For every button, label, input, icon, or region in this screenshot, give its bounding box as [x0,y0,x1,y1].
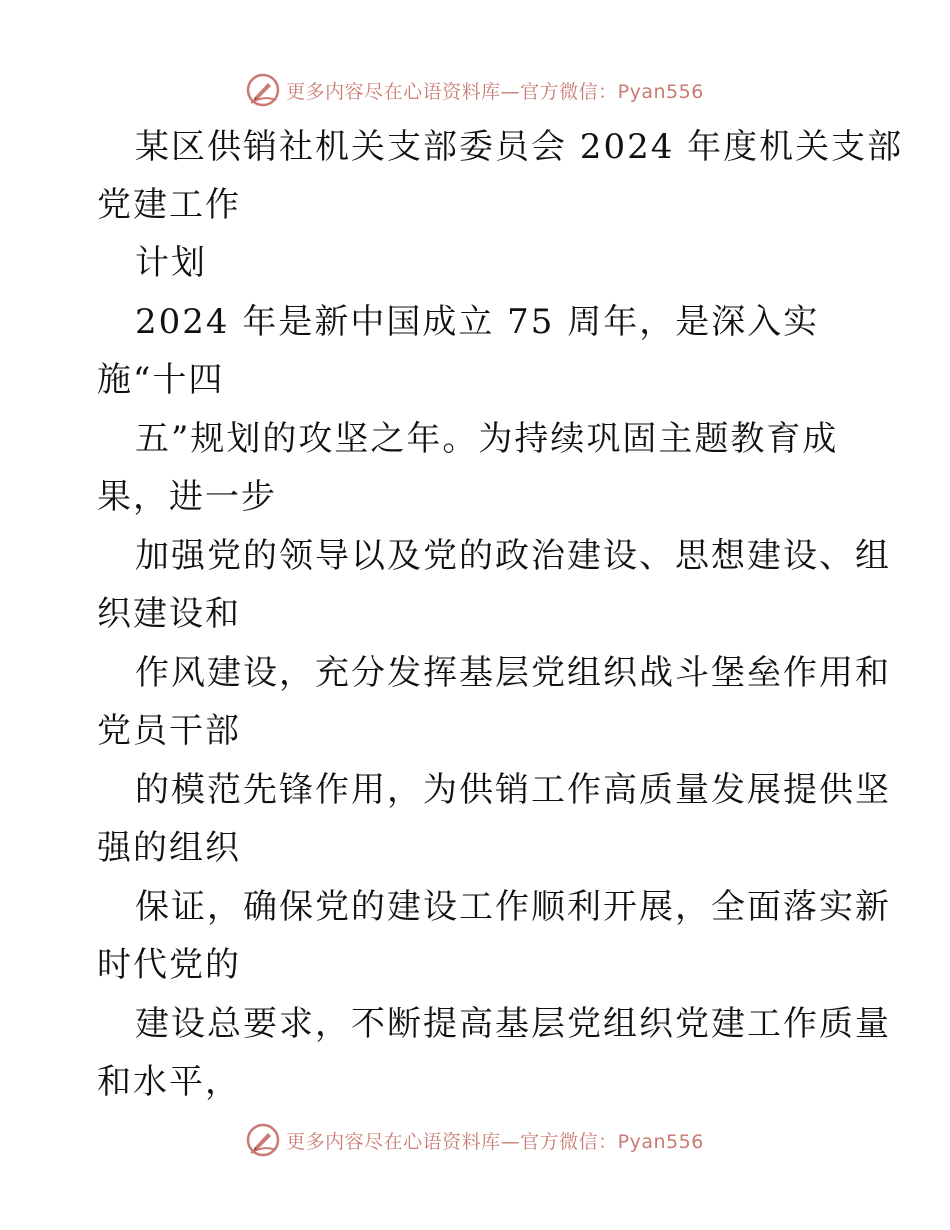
text-line: 计划 [135,243,207,283]
header-watermark [0,70,950,110]
text-line: 五”规划的攻坚之年。为持续巩固主题教育成 [135,419,839,459]
watermark-text: 更多内容尽在心语资料库—官方微信：Pyan556 [286,80,704,103]
text-line: 时代党的 [97,945,241,985]
text-line: 某区供销社机关支部委员会 2024 年度机关支部 [135,127,904,167]
text-line: 果，进一步 [97,477,277,517]
pen-logo-icon [246,1123,280,1157]
text-line: 党员干部 [97,711,241,751]
pen-logo-icon [246,73,280,107]
text-line: 党建工作 [97,185,241,225]
text-line: 织建设和 [97,594,241,634]
text-line: 建设总要求，不断提高基层党组织党建工作质量 [135,1004,891,1044]
text-line: 2024 年是新中国成立 75 周年，是深入实 [135,302,820,342]
text-line: 加强党的领导以及党的政治建设、思想建设、组 [135,536,891,576]
text-line: 保证，确保党的建设工作顺利开展，全面落实新 [135,887,891,927]
text-line: 施“十四 [97,360,225,400]
text-line: 的模范先锋作用，为供销工作高质量发展提供坚 [135,770,891,810]
text-line: 作风建设，充分发挥基层党组织战斗堡垒作用和 [135,653,891,693]
footer-watermark [0,1120,950,1160]
text-line: 和水平， [97,1062,241,1102]
text-line: 强的组织 [97,828,241,868]
watermark-text: 更多内容尽在心语资料库—官方微信：Pyan556 [286,1130,704,1153]
